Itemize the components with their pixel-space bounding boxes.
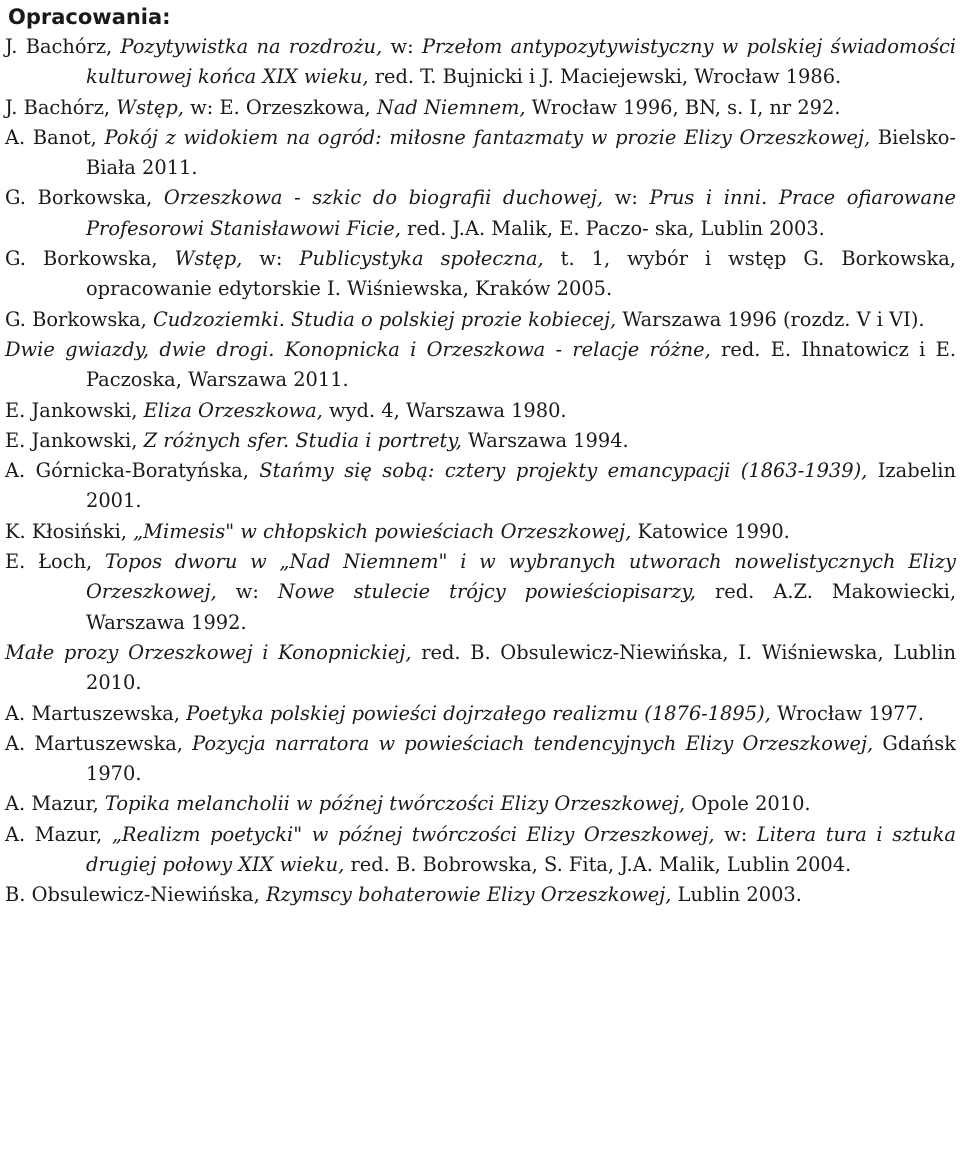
bibliography-entry [5,183,956,244]
entry-text: w: [603,186,650,210]
entry-text: w: [216,580,278,604]
entry-text: w: E. Orzeszkowa, [183,95,377,119]
entry-text: w: [242,247,300,271]
entry-text: w: [714,822,757,846]
entry-text: A. Martuszewska, [5,731,193,755]
entry-title-text: Orzeszkowa - szkic do biografii duchowej, [163,186,604,210]
entry-title-text: Rzymscy bohaterowie Elizy Orzeszkowej, [265,883,672,907]
bibliography-list [5,32,956,911]
entry-text: A. Banot, [5,125,105,149]
entry-title-text: Wstęp, [116,95,184,119]
entry-text: Gdańsk 1970. [86,731,957,786]
bibliography-entry [5,456,956,517]
entry-text: G. Borkowska, [5,186,164,210]
bibliography-entry [5,426,956,456]
entry-text: A. Martuszewska, [5,701,187,725]
entry-text: Bielsko-Biała 2011. [86,125,956,180]
entry-title-text: Przełom antypozytywistyczny w polskiej świadomości kulturowej końca XIX wieku, [86,35,957,89]
entry-text: E. Łoch, [5,550,105,574]
entry-title-text: Cudzoziemki. Studia o polskiej prozie kobiecej, [152,307,617,331]
entry-text: Opole 2010. [685,792,811,816]
bibliography-entry [5,123,956,184]
entry-title-text: Pozytywistka na rozdrożu, [120,35,383,58]
entry-text: red. E. Ihnatowicz i E. Paczoska, Warszawa 2011. [86,337,956,392]
entry-text: Katowice 1990. [631,519,790,543]
entry-text: Izabelin 2001. [86,459,956,513]
bibliography-entry [5,729,956,790]
entry-title-text: Stańmy się sobą: cztery projekty emancypacji (1863-1939), [259,459,868,483]
bibliography-entry [5,396,956,426]
entry-title-text: Pozycja narratora w powieściach tendencyjnych Elizy Orzeszkowej, [192,731,874,755]
entry-text: J. Bachórz, [5,95,117,119]
entry-text: G. Borkowska, [5,307,153,331]
entry-text: Wrocław 1996, BN, s. I, nr 292. [525,95,841,119]
bibliography-entry [5,32,956,93]
bibliography-entry [5,244,956,305]
entry-text: A. Górnicka-Boratyńska, [5,459,260,483]
entry-text: K. Kłosiński, [5,519,134,543]
entry-text: J. Bachórz, [5,35,121,58]
bibliography-entry [5,547,956,638]
entry-title-text: Wstęp, [174,247,243,271]
entry-text: A. Mazur, [5,792,105,816]
entry-title-text: Topos dworu w „Nad Niemnem" i w wybranych utworach nowelistycznych Elizy Orzeszkowej, [86,550,956,604]
entry-title-text: Małe prozy Orzeszkowej i Konopnickiej, [5,640,412,664]
entry-text: Warszawa 1996 (rozdz. V i VI). [616,307,925,331]
entry-title-text: Pokój z widokiem na ogród: miłosne fantazmaty w prozie Elizy Orzeszkowej, [104,125,871,149]
entry-title-text: Nad Niemnem, [376,95,526,119]
entry-text: w: [382,35,422,58]
entry-text: E. Jankowski, [5,398,144,422]
entry-title-text: „Mimesis" w chłopskich powieściach Orzeszkowej, [133,519,632,543]
entry-title-text: Topika melancholii w późnej twórczości Elizy Orzeszkowej, [104,792,686,816]
entry-text: red. B. Bobrowska, S. Fita, J.A. Malik, Lublin 2004. [344,853,852,877]
entry-title-text: Poetyka polskiej powieści dojrzałego realizmu (1876-1895), [186,701,771,725]
section-heading: Opracowania: [8,5,171,29]
entry-text: B. Obsulewicz-Niewińska, [5,883,266,907]
bibliography-entry [5,699,956,729]
entry-text: red. T. Bujnicki i J. Maciejewski, Wrocław 1986. [368,65,842,89]
entry-text: red. B. Obsulewicz-Niewińska, I. Wiśniewska, Lublin 2010. [86,640,956,695]
entry-title-text: Eliza Orzeszkowa, [143,398,323,422]
entry-text: red. J.A. Malik, E. Paczo- ska, Lublin 2003. [400,216,825,240]
entry-text: Wrocław 1977. [770,701,924,725]
entry-text: E. Jankowski, [5,428,144,452]
bibliography-entry [5,93,956,123]
entry-text: A. Mazur, [5,822,112,846]
bibliography-entry [5,880,956,910]
entry-text: Warszawa 1994. [461,428,629,452]
bibliography-entry [5,335,956,396]
bibliography-entry [5,517,956,547]
bibliography-entry [5,820,956,881]
entry-text: wyd. 4, Warszawa 1980. [322,398,567,422]
entry-text: red. A.Z. Makowiecki, Warszawa 1992. [86,580,956,634]
entry-title-text: Z różnych sfer. Studia i portrety, [143,428,462,452]
entry-title-text: Nowe stulecie trójcy powieściopisarzy, [277,580,696,604]
entry-title-text: Prus i inni. Prace ofiarowane Profesorowi Stanisławowi Ficie, [86,186,956,240]
entry-title-text: Litera tura i sztuka drugiej połowy XIX wieku, [86,822,956,877]
bibliography-entry [5,638,956,699]
bibliography-entry [5,789,956,819]
entry-title-text: Publicystyka społeczna, [299,247,544,271]
entry-text: t. 1, wybór i wstęp G. Borkowska, opracowanie edytorskie I. Wiśniewska, Kraków 2005. [86,247,956,301]
entry-text: G. Borkowska, [5,247,175,271]
entry-title-text: Dwie gwiazdy, dwie drogi. Konopnicka i Orzeszkowa - relacje różne, [5,337,711,361]
bibliography-entry [5,305,956,335]
entry-text: Lublin 2003. [671,883,802,907]
entry-title-text: „Realizm poetycki" w późnej twórczości Elizy Orzeszkowej, [111,822,715,846]
